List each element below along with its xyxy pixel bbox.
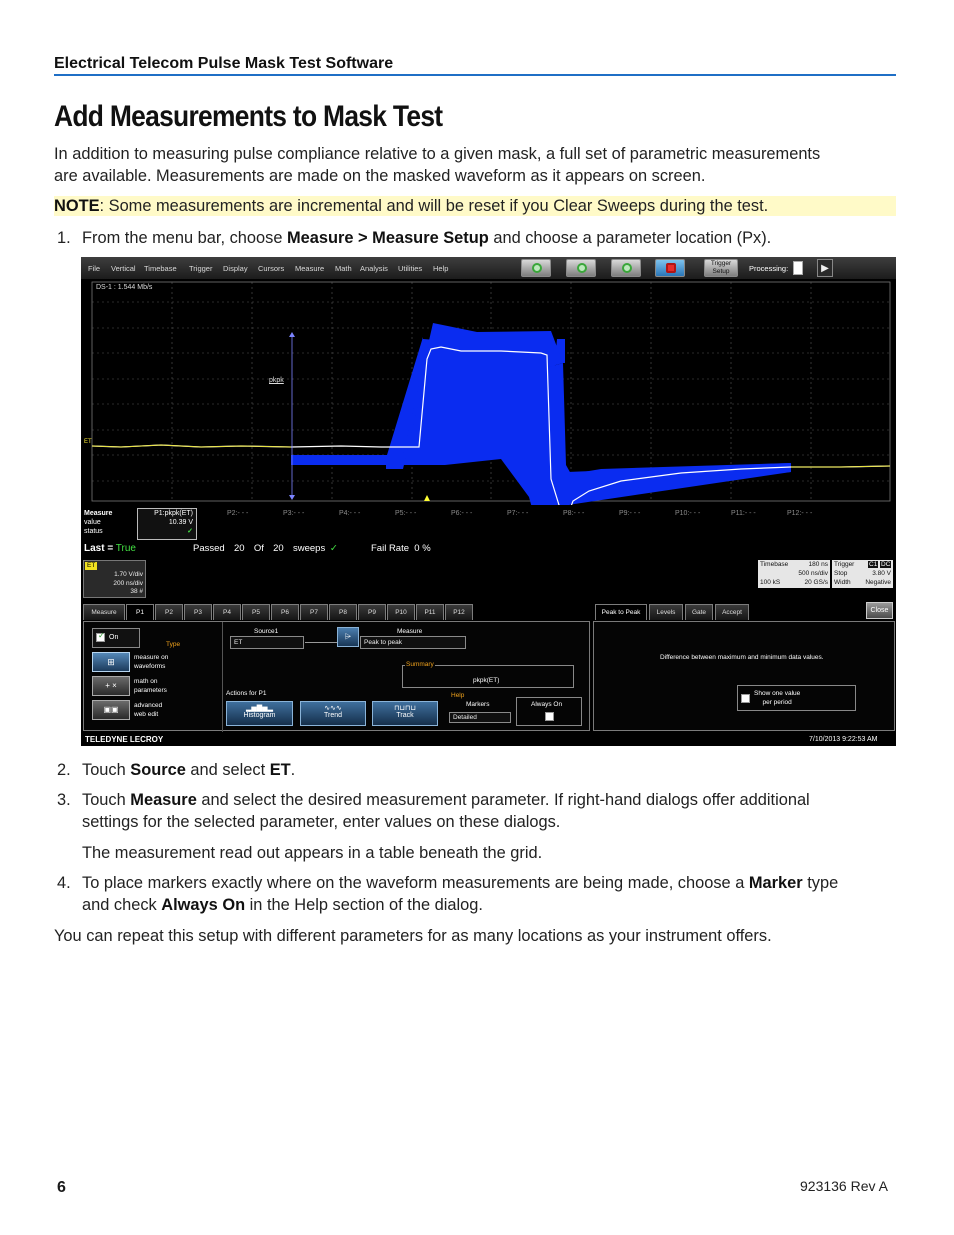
- type-label-1: measure on waveforms: [134, 654, 169, 670]
- always-on-box[interactable]: Always On: [516, 697, 582, 726]
- menu-trigger[interactable]: Trigger: [189, 264, 213, 273]
- type-label-3: advanced web edit: [134, 702, 163, 718]
- stop-button[interactable]: [655, 259, 685, 277]
- step-1-bold: Measure > Measure Setup: [287, 229, 489, 247]
- tab-gate[interactable]: Gate: [685, 604, 713, 620]
- trigger-marker: [424, 495, 430, 501]
- tab-p12[interactable]: P12: [445, 604, 473, 620]
- track-button[interactable]: ⊓⊔⊓⊔ Track: [372, 701, 438, 726]
- brand-bar: [81, 733, 896, 746]
- math-icon: + ×: [105, 681, 117, 690]
- trigger-setup-button[interactable]: Trigger Setup: [704, 259, 738, 277]
- header-rule: [54, 74, 896, 76]
- note-box: [54, 196, 896, 216]
- source-connector: [305, 642, 337, 643]
- step-1-number: 1.: [57, 229, 71, 247]
- intro-line-1: In addition to measuring pulse compliance relative to a given mask, a full set of parametric measurements: [54, 145, 821, 163]
- processing-label: Processing:: [749, 264, 789, 273]
- fail-rate: Fail Rate 0 %: [371, 543, 431, 554]
- normal-button[interactable]: [566, 259, 596, 277]
- trigger-box[interactable]: Trigger C1 DC Stop 3.80 V Width Negative: [834, 561, 891, 586]
- actions-label: Actions for P1: [226, 690, 267, 697]
- tab-p9[interactable]: P9: [358, 604, 386, 620]
- markers-label: Markers: [466, 701, 490, 708]
- stop-icon: [666, 263, 676, 273]
- description-text: Difference between maximum and minimum data values.: [660, 654, 824, 661]
- on-toggle[interactable]: ✓ On: [92, 628, 140, 648]
- right-tabs: [595, 604, 755, 621]
- web-edit-icon: ▣▣: [103, 705, 119, 714]
- p1-dialog: [83, 621, 590, 731]
- trend-button[interactable]: ∿∿∿ Trend: [300, 701, 366, 726]
- tab-p5[interactable]: P5: [242, 604, 270, 620]
- tab-p1[interactable]: P1: [126, 604, 154, 620]
- markers-field[interactable]: Detailed: [449, 712, 511, 723]
- tab-p8[interactable]: P8: [329, 604, 357, 620]
- intro-line-2: are available. Measurements are made on the masked waveform as it appears on screen.: [54, 167, 706, 185]
- play-icon[interactable]: ▶: [817, 259, 833, 277]
- menu-cursors[interactable]: Cursors: [258, 264, 285, 273]
- mask-region: [291, 337, 791, 505]
- measure-row-labels: Measure value status: [84, 510, 113, 535]
- tab-p2[interactable]: P2: [155, 604, 183, 620]
- step-2-number: 2.: [57, 761, 71, 779]
- single-icon: [622, 263, 632, 273]
- tab-p7[interactable]: P7: [300, 604, 328, 620]
- menu-vertical[interactable]: Vertical: [111, 264, 136, 273]
- closing-paragraph: You can repeat this setup with different parameters for as many locations as your instrument offers.: [54, 927, 772, 945]
- menu-file[interactable]: File: [88, 264, 101, 273]
- et-marker-label: ET: [84, 439, 92, 445]
- menu-measure[interactable]: Measure: [295, 264, 325, 273]
- tab-p6[interactable]: P6: [271, 604, 299, 620]
- scope-menubar: [81, 257, 896, 279]
- web-edit-button[interactable]: [92, 700, 130, 720]
- auto-icon: [532, 263, 542, 273]
- tab-peak-to-peak[interactable]: Peak to Peak: [595, 604, 647, 620]
- menu-help[interactable]: Help: [433, 264, 449, 273]
- normal-icon: [577, 263, 587, 273]
- trend-icon: ∿∿∿: [324, 705, 342, 712]
- pkpk-marker-label: pkpk: [269, 377, 284, 384]
- auto-button[interactable]: [521, 259, 551, 277]
- tab-measure[interactable]: Measure: [83, 604, 125, 620]
- source1-label: Source1: [254, 628, 279, 635]
- summary-box: Summary pkpk(ET): [402, 665, 574, 688]
- measure-field[interactable]: Peak to peak: [360, 636, 466, 649]
- running-header: Electrical Telecom Pulse Mask Test Software: [54, 55, 394, 72]
- peak-to-peak-icon[interactable]: ⩥: [337, 627, 359, 647]
- type-label-2: math on parameters: [134, 678, 167, 694]
- dialog-divider: [222, 622, 223, 732]
- last-status: Last = True: [84, 543, 136, 554]
- help-label: Help: [451, 692, 465, 699]
- tab-accept[interactable]: Accept: [715, 604, 749, 620]
- peak-dialog: [593, 621, 895, 731]
- page-number: 6: [57, 1179, 66, 1196]
- tab-p11[interactable]: P11: [416, 604, 444, 620]
- step-2-text: Touch Source and select ET.: [82, 761, 296, 779]
- step-3-number: 3.: [57, 791, 71, 809]
- doc-number: 923136 Rev A: [800, 1178, 888, 1194]
- menu-utilities[interactable]: Utilities: [398, 264, 423, 273]
- pass-status: Passed 20 Of 20 sweeps ✓: [193, 543, 338, 554]
- step-3-subtext: The measurement read out appears in a table beneath the grid.: [82, 844, 543, 862]
- timestamp: 7/10/2013 9:22:53 AM: [809, 736, 878, 743]
- step-4-number: 4.: [57, 874, 71, 892]
- et-channel-box[interactable]: ET 1.70 V/div 200 ns/div 38 #: [83, 560, 146, 598]
- measure-label: Measure: [397, 628, 423, 635]
- processing-box[interactable]: [793, 261, 803, 275]
- page-title: Add Measurements to Mask Test: [54, 100, 443, 133]
- track-icon: ⊓⊔⊓⊔: [394, 705, 416, 712]
- et-tag: ET: [87, 562, 96, 569]
- brand-logo: TELEDYNE LECROY: [85, 735, 164, 744]
- math-parameters-button[interactable]: [92, 676, 130, 696]
- channel-label: DS-1 : 1.544 Mb/s: [96, 284, 153, 291]
- timebase-box[interactable]: Timebase 180 ns 500 ns/div 100 kS 20 GS/s: [760, 561, 828, 586]
- other-params: P2:- - - P3:- - - P4:- - - P5:- - - P6:- - - P7:- - - P8:- - - P9:- - - P10:- - - P11:- - - P12:- - -: [227, 510, 813, 517]
- pass-check-icon: ✓: [329, 543, 338, 554]
- tab-p4[interactable]: P4: [213, 604, 241, 620]
- waveform-grid: [81, 279, 896, 505]
- step-1-text: From the menu bar, choose Measure > Measure Setup and choose a parameter location (Px).: [82, 229, 772, 247]
- source1-field[interactable]: ET: [230, 636, 304, 649]
- histogram-icon: ▂▅▇▅▂: [246, 705, 273, 712]
- menu-display[interactable]: Display: [223, 264, 248, 273]
- intro-paragraph: [54, 143, 896, 187]
- tab-levels[interactable]: Levels: [649, 604, 683, 620]
- measure-wave-icon: ⊞: [107, 657, 115, 667]
- p1-cell[interactable]: P1:pkpk(ET) 10.39 V ✓: [137, 508, 197, 540]
- always-on-checkbox[interactable]: [545, 712, 554, 721]
- param-tabs: [83, 604, 473, 621]
- show-one-value-box[interactable]: Show one value per period: [737, 685, 856, 711]
- menu-timebase[interactable]: Timebase: [144, 264, 177, 273]
- tab-p3[interactable]: P3: [184, 604, 212, 620]
- menu-analysis[interactable]: Analysis: [360, 264, 388, 273]
- histogram-button[interactable]: ▂▅▇▅▂ Histogram: [226, 701, 293, 726]
- step-3-text: Touch Measure and select the desired measurement parameter. If right-hand dialogs offer additional settings for the selected parameter, enter values on these dialogs.: [82, 791, 810, 831]
- show-one-value-checkbox[interactable]: [741, 694, 750, 703]
- measure-waveforms-button[interactable]: [92, 652, 130, 672]
- type-label: Type: [166, 641, 181, 648]
- p1-status-check: ✓: [187, 528, 193, 535]
- single-button[interactable]: [611, 259, 641, 277]
- note-text: : Some measurements are incremental and will be reset if you Clear Sweeps during the test.: [99, 197, 769, 215]
- on-checkbox[interactable]: ✓: [98, 631, 105, 640]
- step-4-text: To place markers exactly where on the waveform measurements are being made, choose a Marker type and check Always On in the Help section of the dialog.: [82, 874, 839, 914]
- close-button[interactable]: Close: [866, 602, 893, 619]
- note-label: NOTE: [54, 197, 100, 215]
- menu-math[interactable]: Math: [335, 264, 352, 273]
- tab-p10[interactable]: P10: [387, 604, 415, 620]
- scope-screenshot: [81, 257, 896, 746]
